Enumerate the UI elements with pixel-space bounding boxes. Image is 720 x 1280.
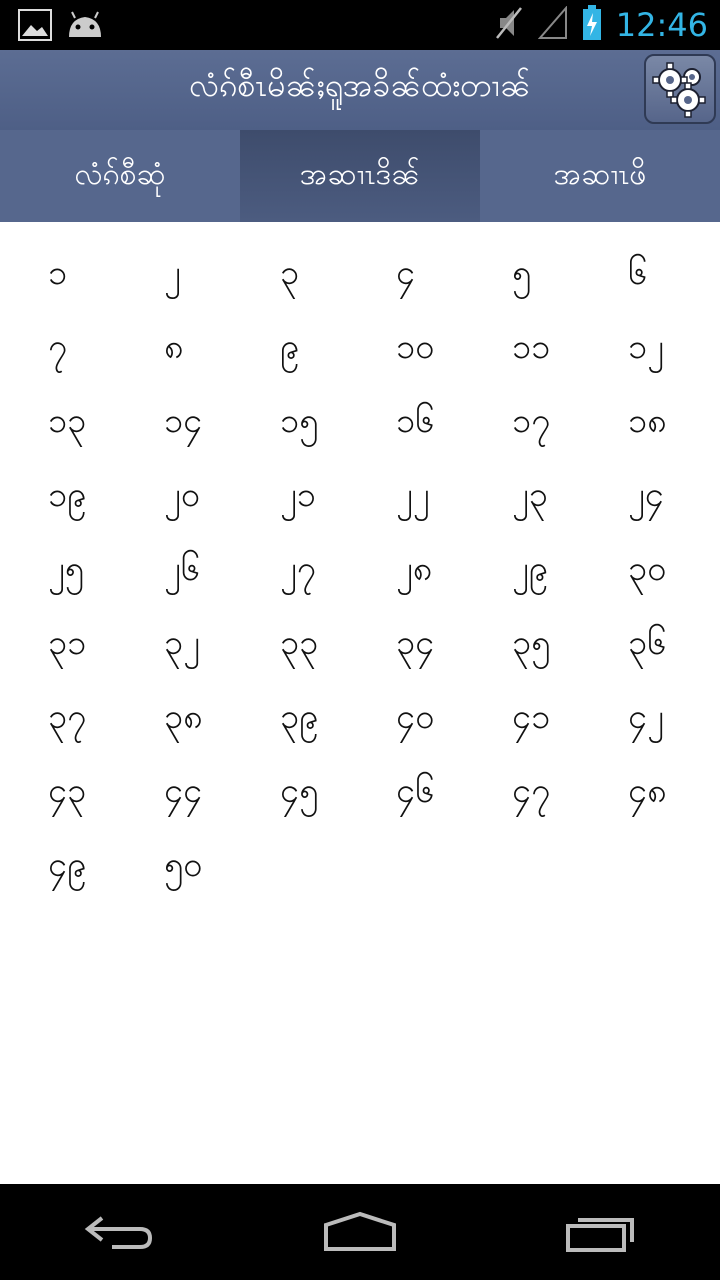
number-cell[interactable]: ၂ xyxy=(164,253,181,293)
number-grid xyxy=(0,222,720,1184)
app-bar xyxy=(0,50,720,130)
number-cell[interactable]: ၄ xyxy=(396,253,416,293)
number-cell[interactable]: ၃ xyxy=(280,253,300,293)
number-cell[interactable]: ၄၆ xyxy=(396,771,435,811)
gears-icon xyxy=(650,59,710,119)
number-cell[interactable]: ၃၈ xyxy=(164,697,203,737)
number-cell[interactable]: ၅၀ xyxy=(164,845,203,885)
number-cell[interactable]: ၁၇ xyxy=(512,401,551,441)
number-cell[interactable]: ၃၇ xyxy=(48,697,87,737)
number-cell[interactable]: ၃၂ xyxy=(164,623,200,663)
number-cell[interactable]: ၂၈ xyxy=(396,549,433,589)
settings-button[interactable] xyxy=(644,54,716,124)
gallery-icon xyxy=(18,9,52,45)
number-cell[interactable]: ၉ xyxy=(280,327,300,367)
number-cell[interactable]: ၄၃ xyxy=(48,771,87,811)
number-cell[interactable]: ၄၁ xyxy=(512,697,551,737)
number-cell[interactable]: ၄၉ xyxy=(48,845,87,885)
number-cell[interactable]: ၁၆ xyxy=(396,401,435,441)
number-cell[interactable]: ၄၇ xyxy=(512,771,551,811)
tab-small-numbers[interactable]: အဆၢၤဖိ xyxy=(553,156,647,192)
home-button[interactable] xyxy=(300,1192,420,1272)
recent-apps-button[interactable] xyxy=(540,1192,660,1272)
number-cell[interactable]: ၂၇ xyxy=(280,549,316,589)
tab-alphabet[interactable]: လံၵ်စီဆုံ xyxy=(74,156,166,192)
number-cell[interactable]: ၂၉ xyxy=(512,549,548,589)
number-cell[interactable]: ၂၁ xyxy=(280,475,316,515)
number-cell[interactable]: ၁၉ xyxy=(48,475,87,515)
number-cell[interactable]: ၂၂ xyxy=(396,475,430,515)
number-cell[interactable]: ၂၅ xyxy=(48,549,84,589)
status-bar xyxy=(0,0,720,50)
home-icon xyxy=(322,1211,398,1253)
number-cell[interactable]: ၆ xyxy=(628,253,648,293)
number-cell[interactable]: ၁၂ xyxy=(628,327,664,367)
number-cell[interactable]: ၃၀ xyxy=(628,549,667,589)
signal-icon xyxy=(538,6,568,44)
number-cell[interactable]: ၄၈ xyxy=(628,771,667,811)
number-cell[interactable]: ၁၈ xyxy=(628,401,667,441)
number-cell[interactable]: ၄၅ xyxy=(280,771,319,811)
number-cell[interactable]: ၁ xyxy=(48,253,68,293)
android-icon xyxy=(66,9,104,45)
number-cell[interactable]: ၂၀ xyxy=(164,475,200,515)
status-clock: 12:46 xyxy=(615,6,708,44)
back-icon xyxy=(84,1212,156,1252)
number-cell[interactable]: ၄၂ xyxy=(628,697,664,737)
number-cell[interactable]: ၃၃ xyxy=(280,623,319,663)
recent-apps-icon xyxy=(564,1212,636,1252)
number-cell[interactable]: ၃၁ xyxy=(48,623,87,663)
number-cell[interactable]: ၂၆ xyxy=(164,549,200,589)
number-cell[interactable]: ၄၄ xyxy=(164,771,203,811)
number-cell[interactable]: ၁၁ xyxy=(512,327,551,367)
number-cell[interactable]: ၃၉ xyxy=(280,697,319,737)
number-cell[interactable]: ၂၃ xyxy=(512,475,548,515)
battery-charging-icon xyxy=(582,5,602,45)
number-cell[interactable]: ၄၀ xyxy=(396,697,435,737)
number-cell[interactable]: ၃၄ xyxy=(396,623,435,663)
number-cell[interactable]: ၈ xyxy=(164,327,184,367)
back-button[interactable] xyxy=(60,1192,180,1272)
number-cell[interactable]: ၂၄ xyxy=(628,475,664,515)
number-cell[interactable]: ၁၅ xyxy=(280,401,319,441)
number-cell[interactable]: ၅ xyxy=(512,253,532,293)
tab-bar xyxy=(0,130,720,222)
muted-icon xyxy=(494,6,524,44)
number-cell[interactable]: ၃၅ xyxy=(512,623,551,663)
number-cell[interactable]: ၁၃ xyxy=(48,401,87,441)
number-cell[interactable]: ၇ xyxy=(48,327,68,367)
number-cell[interactable]: ၁၀ xyxy=(396,327,435,367)
navigation-bar xyxy=(0,1184,720,1280)
number-cell[interactable]: ၁၄ xyxy=(164,401,203,441)
tab-big-numbers[interactable]: အဆၢၤဒိၼ် xyxy=(240,130,480,222)
app-title: လံၵ်စီၤမိၼ်ႈရူအခိၼ်ထံးတၢၼ် xyxy=(189,66,531,104)
number-cell[interactable]: ၃၆ xyxy=(628,623,667,663)
